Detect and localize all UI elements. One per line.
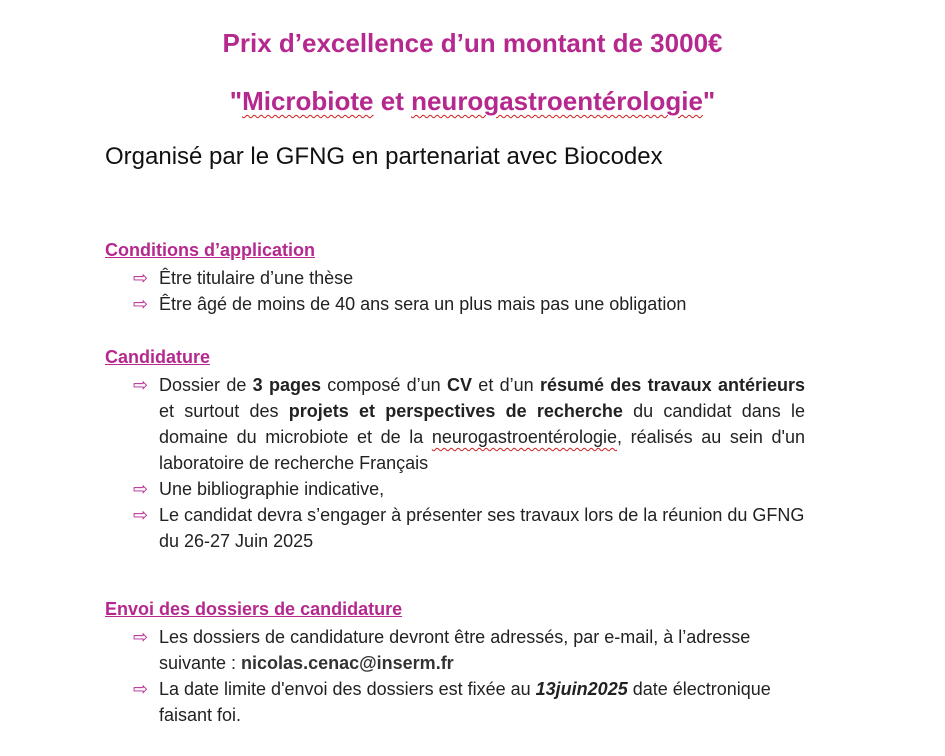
theme-word-neuro: neurogastroentérologie	[411, 86, 703, 116]
bold-text: projets et perspectives de recherche	[288, 401, 623, 421]
item-text: Une bibliographie indicative,	[159, 479, 385, 499]
bold-text: CV	[446, 375, 472, 395]
theme-word-et: et	[373, 86, 412, 116]
candidature-section	[105, 347, 805, 554]
arrow-right-icon: ⇨	[133, 627, 149, 647]
item-text: Les dossiers de candidature devront être adressés, par e-mail, à l’adresse suivante :	[159, 627, 751, 673]
quote-close: "	[702, 86, 716, 116]
prize-theme	[0, 86, 945, 117]
envoi-section	[105, 599, 805, 728]
bold-text: 3 pages	[252, 375, 321, 395]
item-text: date électronique faisant foi.	[159, 679, 771, 725]
arrow-right-icon: ⇨	[133, 505, 149, 525]
text: du candidat dans le domaine du microbiote et de la	[159, 401, 805, 447]
item-text: Le candidat devra s’engager à présenter ses travaux lors de la réunion du GFNG du 26-27 Juin 2025	[159, 505, 805, 551]
conditions-title: Conditions d’application	[105, 240, 315, 260]
arrow-right-icon: ⇨	[133, 479, 149, 499]
quote-open: "	[229, 86, 243, 116]
candidature-title: Candidature	[105, 347, 211, 367]
list-item	[105, 624, 805, 676]
list-item	[105, 502, 805, 554]
prize-title: Prix d’excellence d’un montant de 3000€	[222, 28, 723, 58]
arrow-right-icon: ⇨	[133, 375, 149, 395]
theme-word-microbiote: Microbiote	[242, 86, 374, 116]
text: neurogastroentérologie	[431, 427, 617, 447]
arrow-right-icon: ⇨	[133, 679, 149, 699]
envoi-title: Envoi des dossiers de candidature	[105, 599, 403, 619]
list-item	[105, 476, 805, 502]
item-text: La date limite d'envoi des dossiers est fixée au	[159, 679, 536, 699]
list-item	[105, 372, 805, 476]
text: et d’un	[472, 375, 540, 395]
item-text: Être âgé de moins de 40 ans sera un plus mais pas une obligation	[159, 294, 687, 314]
list-item	[105, 676, 805, 728]
text: Dossier de	[159, 375, 253, 395]
text: , réalisés au sein d'un laboratoire de recherche Français	[159, 427, 805, 473]
list-item	[105, 291, 805, 317]
candidature-list	[105, 372, 805, 554]
envoi-list	[105, 624, 805, 728]
text: et surtout des	[159, 401, 289, 421]
arrow-right-icon: ⇨	[133, 294, 149, 314]
item-text: Être titulaire d’une thèse	[159, 268, 354, 288]
organizer-subtitle: Organisé par le GFNG en partenariat avec Biocodex	[105, 143, 663, 170]
deadline-date: 13juin2025	[535, 679, 628, 699]
text: composé d’un	[321, 375, 447, 395]
arrow-right-icon: ⇨	[133, 268, 149, 288]
contact-email[interactable]: nicolas.cenac@inserm.fr	[241, 653, 454, 673]
conditions-section	[105, 240, 805, 317]
conditions-list	[105, 265, 805, 317]
list-item	[105, 265, 805, 291]
bold-text: résumé des travaux antérieurs	[539, 375, 805, 395]
